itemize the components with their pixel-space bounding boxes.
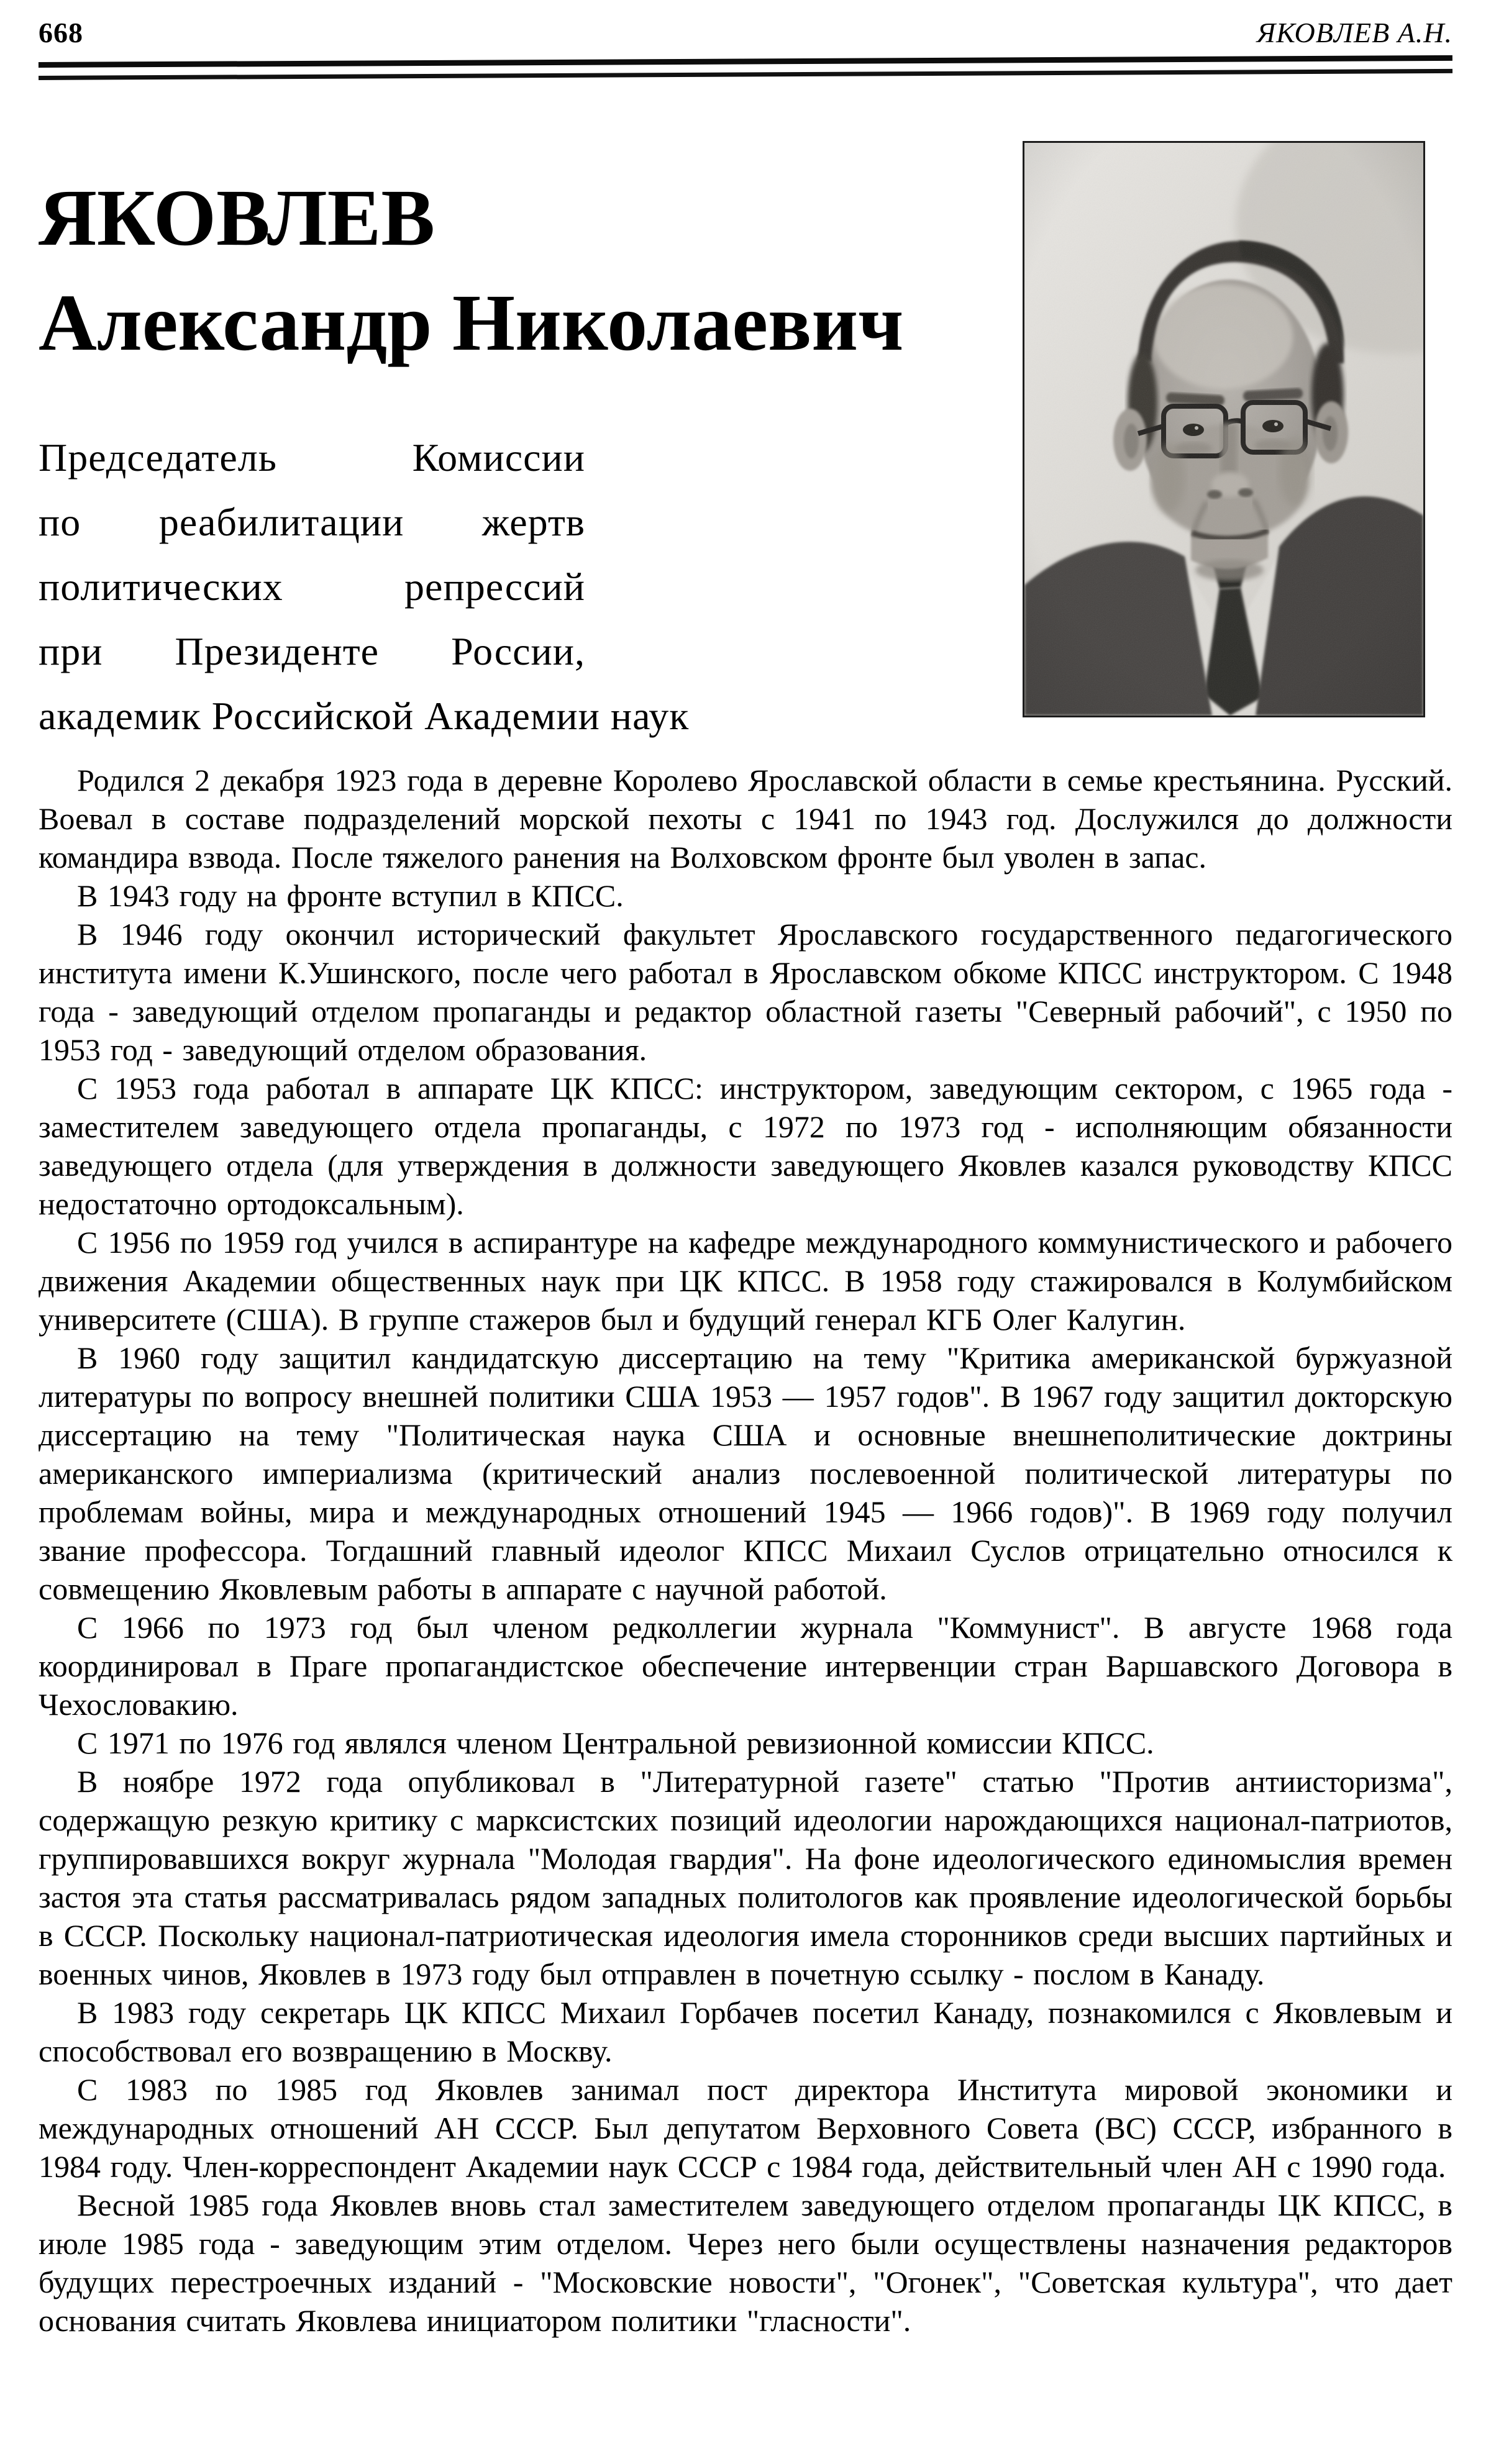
entry-header xyxy=(39,141,1452,736)
position-line: по реабилитации жертв xyxy=(39,500,585,544)
paragraph: С 1971 по 1976 год являлся членом Центральной ревизионной комиссии КПСС. xyxy=(77,1725,1154,1760)
paragraph: С 1956 по 1959 год учился в аспирантуре на кафедре международного коммунистического и рабочего движения Академии общественных наук при ЦК КПСС. В 1958 году стажировался в Колумбийском университете (США). В группе стажеров был и будущий генерал КГБ Олег Калугин. xyxy=(39,1225,1452,1337)
position-block xyxy=(39,435,1023,738)
paragraph: В ноябре 1972 года опубликовал в "Литературной газете" статью "Против антиисторизма", содержащую резкую критику с марксистских позиций идеологии нарождающихся национал-патриотов, группировавшихся вокруг журнала "Молодая гвардия". На фоне идеологического единомыслия времен застоя эта статья рассматривалась рядом западных политологов как проявление идеологической борьбы в СССР. Поскольку национал-патриотическая идеология имела сторонников среди высших партийных и военных чинов, Яковлев в 1973 году был отправлен в почетную ссылку - послом в Канаду. xyxy=(39,1764,1452,1991)
running-title: ЯКОВЛЕВ А.Н. xyxy=(1256,17,1452,48)
entry-given-names: Александр Николаевич xyxy=(39,278,904,368)
paragraph: В 1943 году на фронте вступил в КПСС. xyxy=(77,878,624,913)
paragraph: С 1966 по 1973 год был членом редколлегии журнала "Коммунист". В августе 1968 года координировал в Праге пропагандистское обеспечение интервенции стран Варшавского Договора в Чехословакию. xyxy=(39,1610,1452,1722)
running-head xyxy=(39,16,1452,55)
entry-heading-column xyxy=(39,141,1023,736)
portrait-photo xyxy=(1023,141,1425,717)
paragraph: В 1946 году окончил исторический факультет Ярославского государственного педагогического института имени К.Ушинского, после чего работал в Ярославском обкоме КПСС инструктором. С 1948 года - заведующий отделом пропаганды и редактор областной газеты "Северный рабочий", с 1950 по 1953 год - заведующий отделом образования. xyxy=(39,917,1452,1067)
portrait-photo-graphic xyxy=(1024,143,1423,716)
paragraph: Весной 1985 года Яковлев вновь стал заместителем заведующего отделом пропаганды ЦК КПСС, в июле 1985 года - заведующим этим отделом. Через него были осуществлены назначения редакторов будущих перестроечных изданий - "Московские новости", "Огонек", "Советская культура", что дает основания считать Яковлева инициатором политики "гласности". xyxy=(39,2188,1452,2338)
position-line: при Президенте России, xyxy=(39,629,585,673)
position-line: политических репрессий xyxy=(39,565,585,609)
entry-title xyxy=(39,166,1023,376)
body-text xyxy=(39,761,1452,2340)
paragraph: В 1960 году защитил кандидатскую диссертацию на тему "Критика американской буржуазной литературы по вопросу внешней политики США 1953 — 1957 годов". В 1967 году защитил докторскую диссертацию на тему "Политическая наука США и основные внешнеполитические доктрины американского империализма (критический анализ послевоенной политической литературы по проблемам войны, мира и международных отношений 1945 — 1966 годов)". В 1969 году получил звание профессора. Тогдашний главный идеолог КПСС Михаил Суслов отрицательно относился к совмещению Яковлевым работы в аппарате с научной работой. xyxy=(39,1340,1452,1606)
paragraph: Родился 2 декабря 1923 года в деревне Королево Ярославской области в семье крестьянина. Русский. Воевал в составе подразделений морской пехоты с 1941 по 1943 год. Дослужился до должности командира взвода. После тяжелого ранения на Волховском фронте был уволен в запас. xyxy=(39,763,1452,875)
position-line: Председатель Комиссии xyxy=(39,435,585,480)
paragraph: В 1983 году секретарь ЦК КПСС Михаил Горбачев посетил Канаду, познакомился с Яковлевым и способствовал его возвращению в Москву. xyxy=(39,1995,1452,2068)
paragraph: С 1953 года работал в аппарате ЦК КПСС: инструктором, заведующим сектором, с 1965 года - заместителем заведующего отдела пропаганды, с 1972 по 1973 год - исполняющим обязанности заведующего отдела (для утверждения в должности заведующего Яковлев казался руководству КПСС недостаточно ортодоксальным). xyxy=(39,1071,1452,1221)
entry-surname: ЯКОВЛЕВ xyxy=(39,173,435,263)
header-double-rule xyxy=(39,55,1452,80)
page-number: 668 xyxy=(39,17,83,48)
paragraph: С 1983 по 1985 год Яковлев занимал пост директора Института мировой экономики и международных отношений АН СССР. Был депутатом Верховного Совета (ВС) СССР, избранного в 1984 году. Член-корреспондент Академии наук СССР с 1984 года, действительный член АН с 1990 года. xyxy=(39,2072,1452,2184)
position-line: академик Российской Академии наук xyxy=(39,694,690,738)
